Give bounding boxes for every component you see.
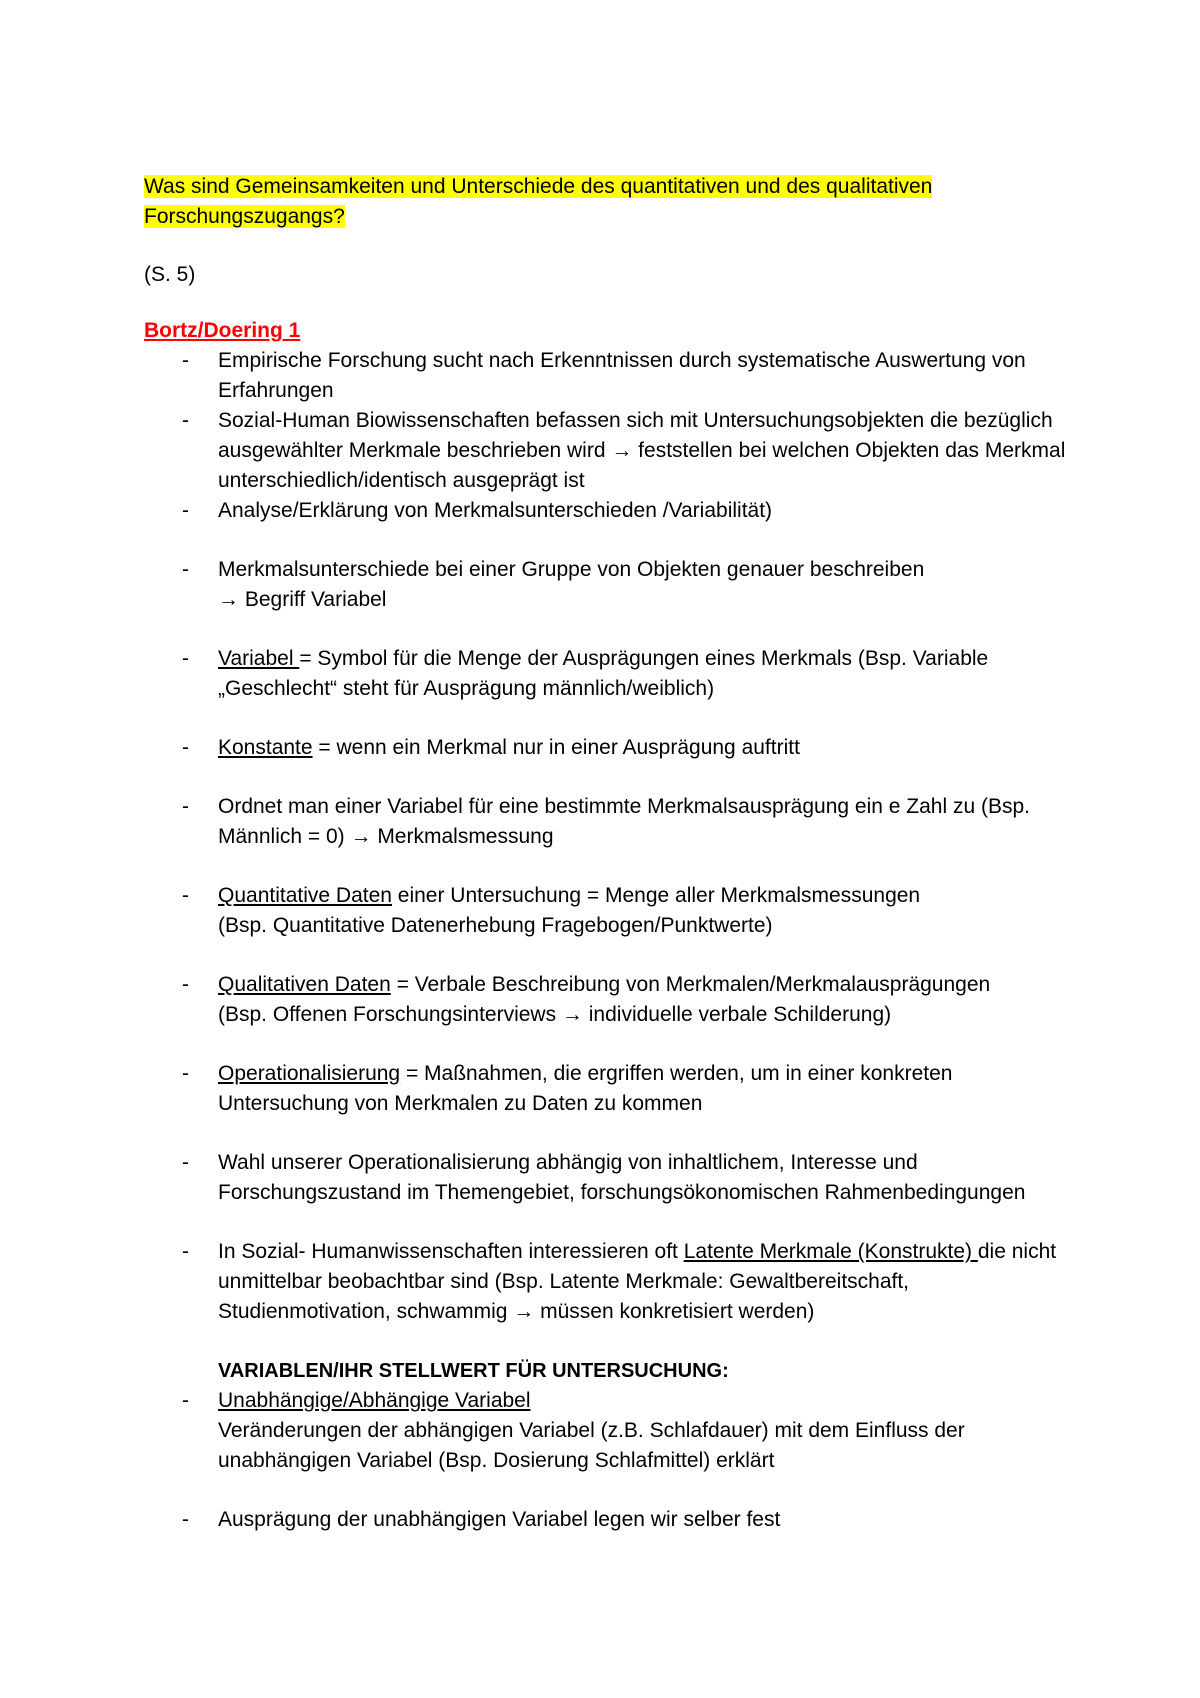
bullet-dash: - [182,1062,189,1085]
bullet-dash: - [182,973,189,996]
list-item [144,1237,1080,1327]
item-text: Analyse/Erklärung von Merkmalsunterschieden /Variabilität) [218,499,773,522]
item-subtext: Veränderungen der abhängigen Variabel (z.B. Schlafdauer) mit dem Einfluss der unabhängigen Variabel (Bsp. Dosierung Schlafmittel) erklärt [218,1419,965,1472]
bullet-dash: - [182,736,189,759]
section-heading: VARIABLEN/IHR STELLWERT FÜR UNTERSUCHUNG: [218,1360,729,1382]
source-heading: Bortz/Doering 1 [144,319,301,342]
variables-list [144,1386,1080,1535]
bullet-dash: - [182,1151,189,1174]
item-text: = Symbol für die Menge der Ausprägungen eines Merkmals (Bsp. Variable „Geschlecht“ steht für Ausprägung männlich/weiblich) [218,647,989,700]
item-text: Ordnet man einer Variabel für eine bestimmte Merkmalsausprägung ein e Zahl zu (Bsp. Männlich = 0) → Merkmalsmessung [218,795,1030,848]
bullet-dash: - [182,1240,189,1263]
item-text: Empirische Forschung sucht nach Erkenntnissen durch systematische Auswertung von Erfahrungen [218,349,1026,402]
question-heading [144,172,1080,232]
bullet-dash: - [182,1389,189,1412]
item-subtext: → Begriff Variabel [218,588,387,611]
list-item [144,406,1080,496]
item-subtext: (Bsp. Quantitative Datenerhebung Fragebogen/Punktwerte) [218,914,773,937]
item-text: Sozial-Human Biowissenschaften befassen sich mit Untersuchungsobjekten die bezüglich ausgewählter Merkmale beschrieben wird → feststellen bei welchen Objekten das Merkmal unterschiedlich/identisch ausgeprägt ist [218,409,1066,492]
bullet-dash: - [182,349,189,372]
list-item [144,496,1080,526]
bullet-dash: - [182,1508,189,1531]
list-item [144,792,1080,852]
term-latente-merkmale: Latente Merkmale (Konstrukte) [683,1240,978,1263]
bullet-dash: - [182,647,189,670]
list-item [144,1386,1080,1476]
bullet-dash: - [182,499,189,522]
item-subtext: (Bsp. Offenen Forschungsinterviews → individuelle verbale Schilderung) [218,1003,892,1026]
term-operationalisierung: Operationalisierung [218,1062,401,1085]
item-text: In Sozial- Humanwissenschaften interessieren oft [218,1240,684,1263]
item-text: Ausprägung der unabhängigen Variabel legen wir selber fest [218,1508,781,1531]
term-quantitative-daten: Quantitative Daten [218,884,392,907]
question-line-2: Forschungszugangs? [144,205,345,228]
bullet-dash: - [182,409,189,432]
item-text: = Verbale Beschreibung von Merkmalen/Merkmalausprägungen [390,973,991,996]
question-line-1: Was sind Gemeinsamkeiten und Unterschiede des quantitativen und des qualitativen [144,175,933,198]
item-text: einer Untersuchung = Menge aller Merkmalsmessungen [391,884,921,907]
list-item [144,555,1080,615]
bullet-dash: - [182,558,189,581]
term-unabhaengige-abhaengige-variabel: Unabhängige/Abhängige Variabel [218,1389,531,1412]
notes-list [144,346,1080,1327]
page-reference: (S. 5) [144,263,196,286]
list-item [144,346,1080,406]
list-item [144,1059,1080,1119]
item-text: Merkmalsunterschiede bei einer Gruppe von Objekten genauer beschreiben [218,558,925,581]
list-item [144,881,1080,941]
term-konstante: Konstante [218,736,313,759]
term-qualitative-daten: Qualitativen Daten [218,973,391,996]
list-item [144,733,1080,763]
item-text: die nicht unmittelbar beobachtbar sind (Bsp. Latente Merkmale: Gewaltbereitschaft, Studienmotivation, schwammig → müssen konkretisiert werden) [218,1240,1057,1323]
term-variabel: Variabel [218,647,300,670]
list-item [144,1148,1080,1208]
list-item [144,1505,1080,1535]
item-text: Wahl unserer Operationalisierung abhängig von inhaltlichem, Interesse und Forschungszustand im Themengebiet, forschungsökonomischen Rahmenbedingungen [218,1151,1026,1204]
item-text: = wenn ein Merkmal nur in einer Ausprägung auftritt [312,736,800,759]
bullet-dash: - [182,795,189,818]
list-item [144,644,1080,704]
bullet-dash: - [182,884,189,907]
item-text: = Maßnahmen, die ergriffen werden, um in einer konkreten Untersuchung von Merkmalen zu Daten zu kommen [218,1062,953,1115]
list-item [144,970,1080,1030]
